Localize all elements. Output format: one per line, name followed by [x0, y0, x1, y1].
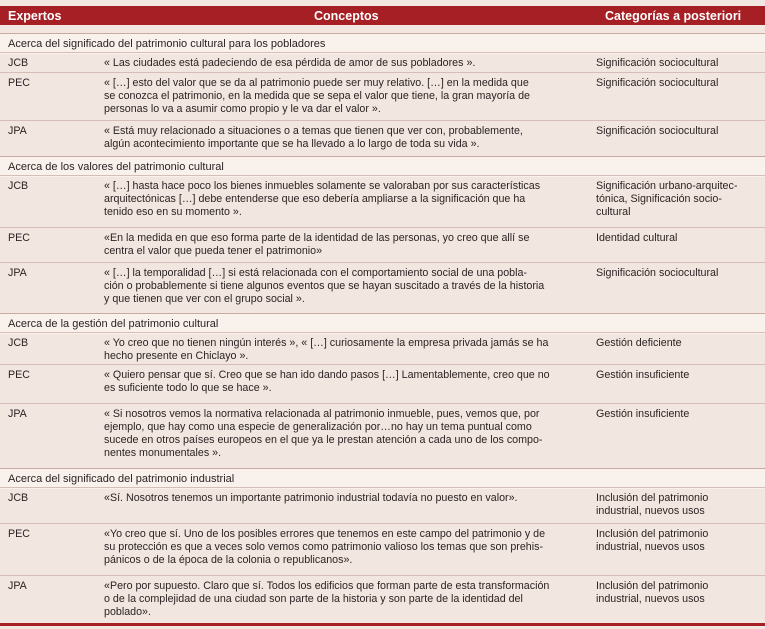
text-line: Gestión deficiente — [596, 337, 682, 349]
section-title: Acerca de los valores del patrimonio cultural — [8, 161, 224, 173]
concept-cell — [104, 528, 590, 567]
text-line: « Si nosotros vemos la normativa relacionada al patrimonio inmueble, pues, vemos que, por — [104, 408, 540, 420]
text-line: y que tienen que ver con el grupo social ». — [104, 293, 305, 305]
text-line: pánicos o de la época de la colonia o republicanos». — [104, 554, 353, 566]
text-line: ción o probablemente si tiene algunos eventos que se hayan suscitado a través de la historia — [104, 280, 545, 292]
table-row — [0, 332, 765, 365]
text-line: Significación sociocultural — [596, 77, 719, 89]
table-row — [0, 175, 765, 228]
text-line: sucede en otros países europeos en el que ya le prestan atención a cada uno de los compo- — [104, 434, 543, 446]
text-line: «Yo creo que sí. Uno de los posibles errores que tenemos en este campo del patrimonio y de — [104, 528, 546, 540]
section-heading — [0, 468, 765, 489]
text-line: Gestión insuficiente — [596, 369, 690, 381]
text-line: nentes monumentales ». — [104, 447, 222, 459]
text-line: su protección es que a veces solo vemos como patrimonio valioso los temas que son prehis- — [104, 541, 544, 553]
section-title: Acerca del significado del patrimonio industrial — [8, 473, 235, 485]
category-cell — [596, 232, 760, 245]
section-title: Acerca del significado del patrimonio cultural para los pobladores — [8, 38, 326, 50]
expert-code: JPA — [8, 125, 27, 137]
expert-code: PEC — [8, 77, 30, 89]
text-line: « Yo creo que no tienen ningún interés », « […] curiosamente la empresa privada jamás se ha — [104, 337, 549, 349]
table-row — [0, 120, 765, 157]
text-line: personas lo va a asumir como propio y le va dar el valor ». — [104, 103, 381, 115]
table-row — [0, 262, 765, 314]
category-cell — [596, 528, 760, 554]
text-line: o de la complejidad de una ciudad son parte de la historia y son parte de la identidad del — [104, 593, 523, 605]
text-line: se conozca el patrimonio, en la medida que se sepa el valor que tiene, la gran mayoría de — [104, 90, 530, 102]
text-line: arquitectónicas […] debe entenderse que eso debería ampliarse a la significación que ha — [104, 193, 526, 205]
text-line: es suficiente todo lo que se hace ». — [104, 382, 272, 394]
category-cell — [596, 408, 760, 421]
concept-cell — [104, 492, 590, 505]
text-line: Inclusión del patrimonio — [596, 528, 709, 540]
text-line: « Las ciudades está padeciendo de esa pérdida de amor de sus pobladores ». — [104, 57, 476, 69]
concept-cell — [104, 57, 590, 70]
text-line: Inclusión del patrimonio — [596, 580, 709, 592]
text-line: ejemplo, que hay como una especie de generalización por…no hay un tema puntual como — [104, 421, 532, 433]
expert-code: PEC — [8, 528, 30, 540]
text-line: « […] hasta hace poco los bienes inmuebles solamente se valoraban por sus características — [104, 180, 541, 192]
text-line: tenido eso en su momento ». — [104, 206, 242, 218]
section-heading — [0, 33, 765, 54]
table-row — [0, 364, 765, 404]
category-cell — [596, 125, 760, 138]
table-header — [0, 6, 765, 25]
header-categories: Categorías a posteriori — [605, 9, 742, 23]
section-title: Acerca de la gestión del patrimonio cultural — [8, 318, 219, 330]
text-line: «En la medida en que eso forma parte de la identidad de las personas, yo creo que allí se — [104, 232, 530, 244]
concept-cell — [104, 337, 590, 363]
concept-cell — [104, 180, 590, 219]
header-concepts: Conceptos — [314, 9, 379, 23]
text-line: cultural — [596, 206, 631, 218]
table-row — [0, 523, 765, 576]
text-line: tónica, Significación socio- — [596, 193, 722, 205]
text-line: poblado». — [104, 606, 151, 618]
category-cell — [596, 337, 760, 350]
table-row — [0, 52, 765, 73]
text-line: « […] la temporalidad […] si está relacionada con el comportamiento social de una pobla- — [104, 267, 527, 279]
text-line: Significación urbano-arquitec- — [596, 180, 738, 192]
category-cell — [596, 492, 760, 518]
text-line: Significación sociocultural — [596, 57, 719, 69]
text-line: industrial, nuevos usos — [596, 505, 705, 517]
category-cell — [596, 180, 760, 219]
expert-code: JCB — [8, 337, 29, 349]
concept-cell — [104, 369, 590, 395]
expert-code: JPA — [8, 580, 27, 592]
expert-code: PEC — [8, 369, 30, 381]
expert-code: JCB — [8, 492, 29, 504]
text-line: Inclusión del patrimonio — [596, 492, 709, 504]
category-cell — [596, 369, 760, 382]
bottom-rule — [0, 623, 765, 626]
table-row — [0, 403, 765, 469]
text-line: industrial, nuevos usos — [596, 541, 705, 553]
text-line: Significación sociocultural — [596, 125, 719, 137]
text-line: centra el valor que pueda tener el patrimonio» — [104, 245, 323, 257]
concept-cell — [104, 232, 590, 258]
section-heading — [0, 313, 765, 334]
text-line: « Quiero pensar que sí. Creo que se han ido dando pasos […] Lamentablemente, creo que no — [104, 369, 550, 381]
table-row — [0, 72, 765, 121]
category-cell — [596, 57, 760, 70]
text-line: Gestión insuficiente — [596, 408, 690, 420]
text-line: industrial, nuevos usos — [596, 593, 705, 605]
category-cell — [596, 77, 760, 90]
text-line: Significación sociocultural — [596, 267, 719, 279]
section-heading — [0, 156, 765, 177]
concept-cell — [104, 77, 590, 116]
concept-cell — [104, 267, 590, 306]
text-line: « Está muy relacionado a situaciones o a temas que tienen que ver con, probablemente, — [104, 125, 523, 137]
category-cell — [596, 580, 760, 606]
text-line: «Sí. Nosotros tenemos un importante patrimonio industrial todavía no puesto en valor». — [104, 492, 518, 504]
header-experts: Expertos — [8, 9, 62, 23]
table-row — [0, 227, 765, 263]
table-row — [0, 575, 765, 624]
expert-code: JCB — [8, 180, 29, 192]
expert-code: JPA — [8, 267, 27, 279]
expert-code: JPA — [8, 408, 27, 420]
concept-cell — [104, 408, 590, 460]
concept-cell — [104, 580, 590, 619]
text-line: algún acontecimiento importante que se ha llevado a lo largo de toda su vida ». — [104, 138, 480, 150]
text-line: Identidad cultural — [596, 232, 678, 244]
table-row — [0, 487, 765, 524]
text-line: hecho presente en Chiclayo ». — [104, 350, 249, 362]
concept-cell — [104, 125, 590, 151]
expert-code: PEC — [8, 232, 30, 244]
category-cell — [596, 267, 760, 280]
expert-code: JCB — [8, 57, 29, 69]
text-line: « […] esto del valor que se da al patrimonio puede ser muy relativo. […] en la medida que — [104, 77, 529, 89]
text-line: «Pero por supuesto. Claro que sí. Todos los edificios que forman parte de esta transformación — [104, 580, 550, 592]
